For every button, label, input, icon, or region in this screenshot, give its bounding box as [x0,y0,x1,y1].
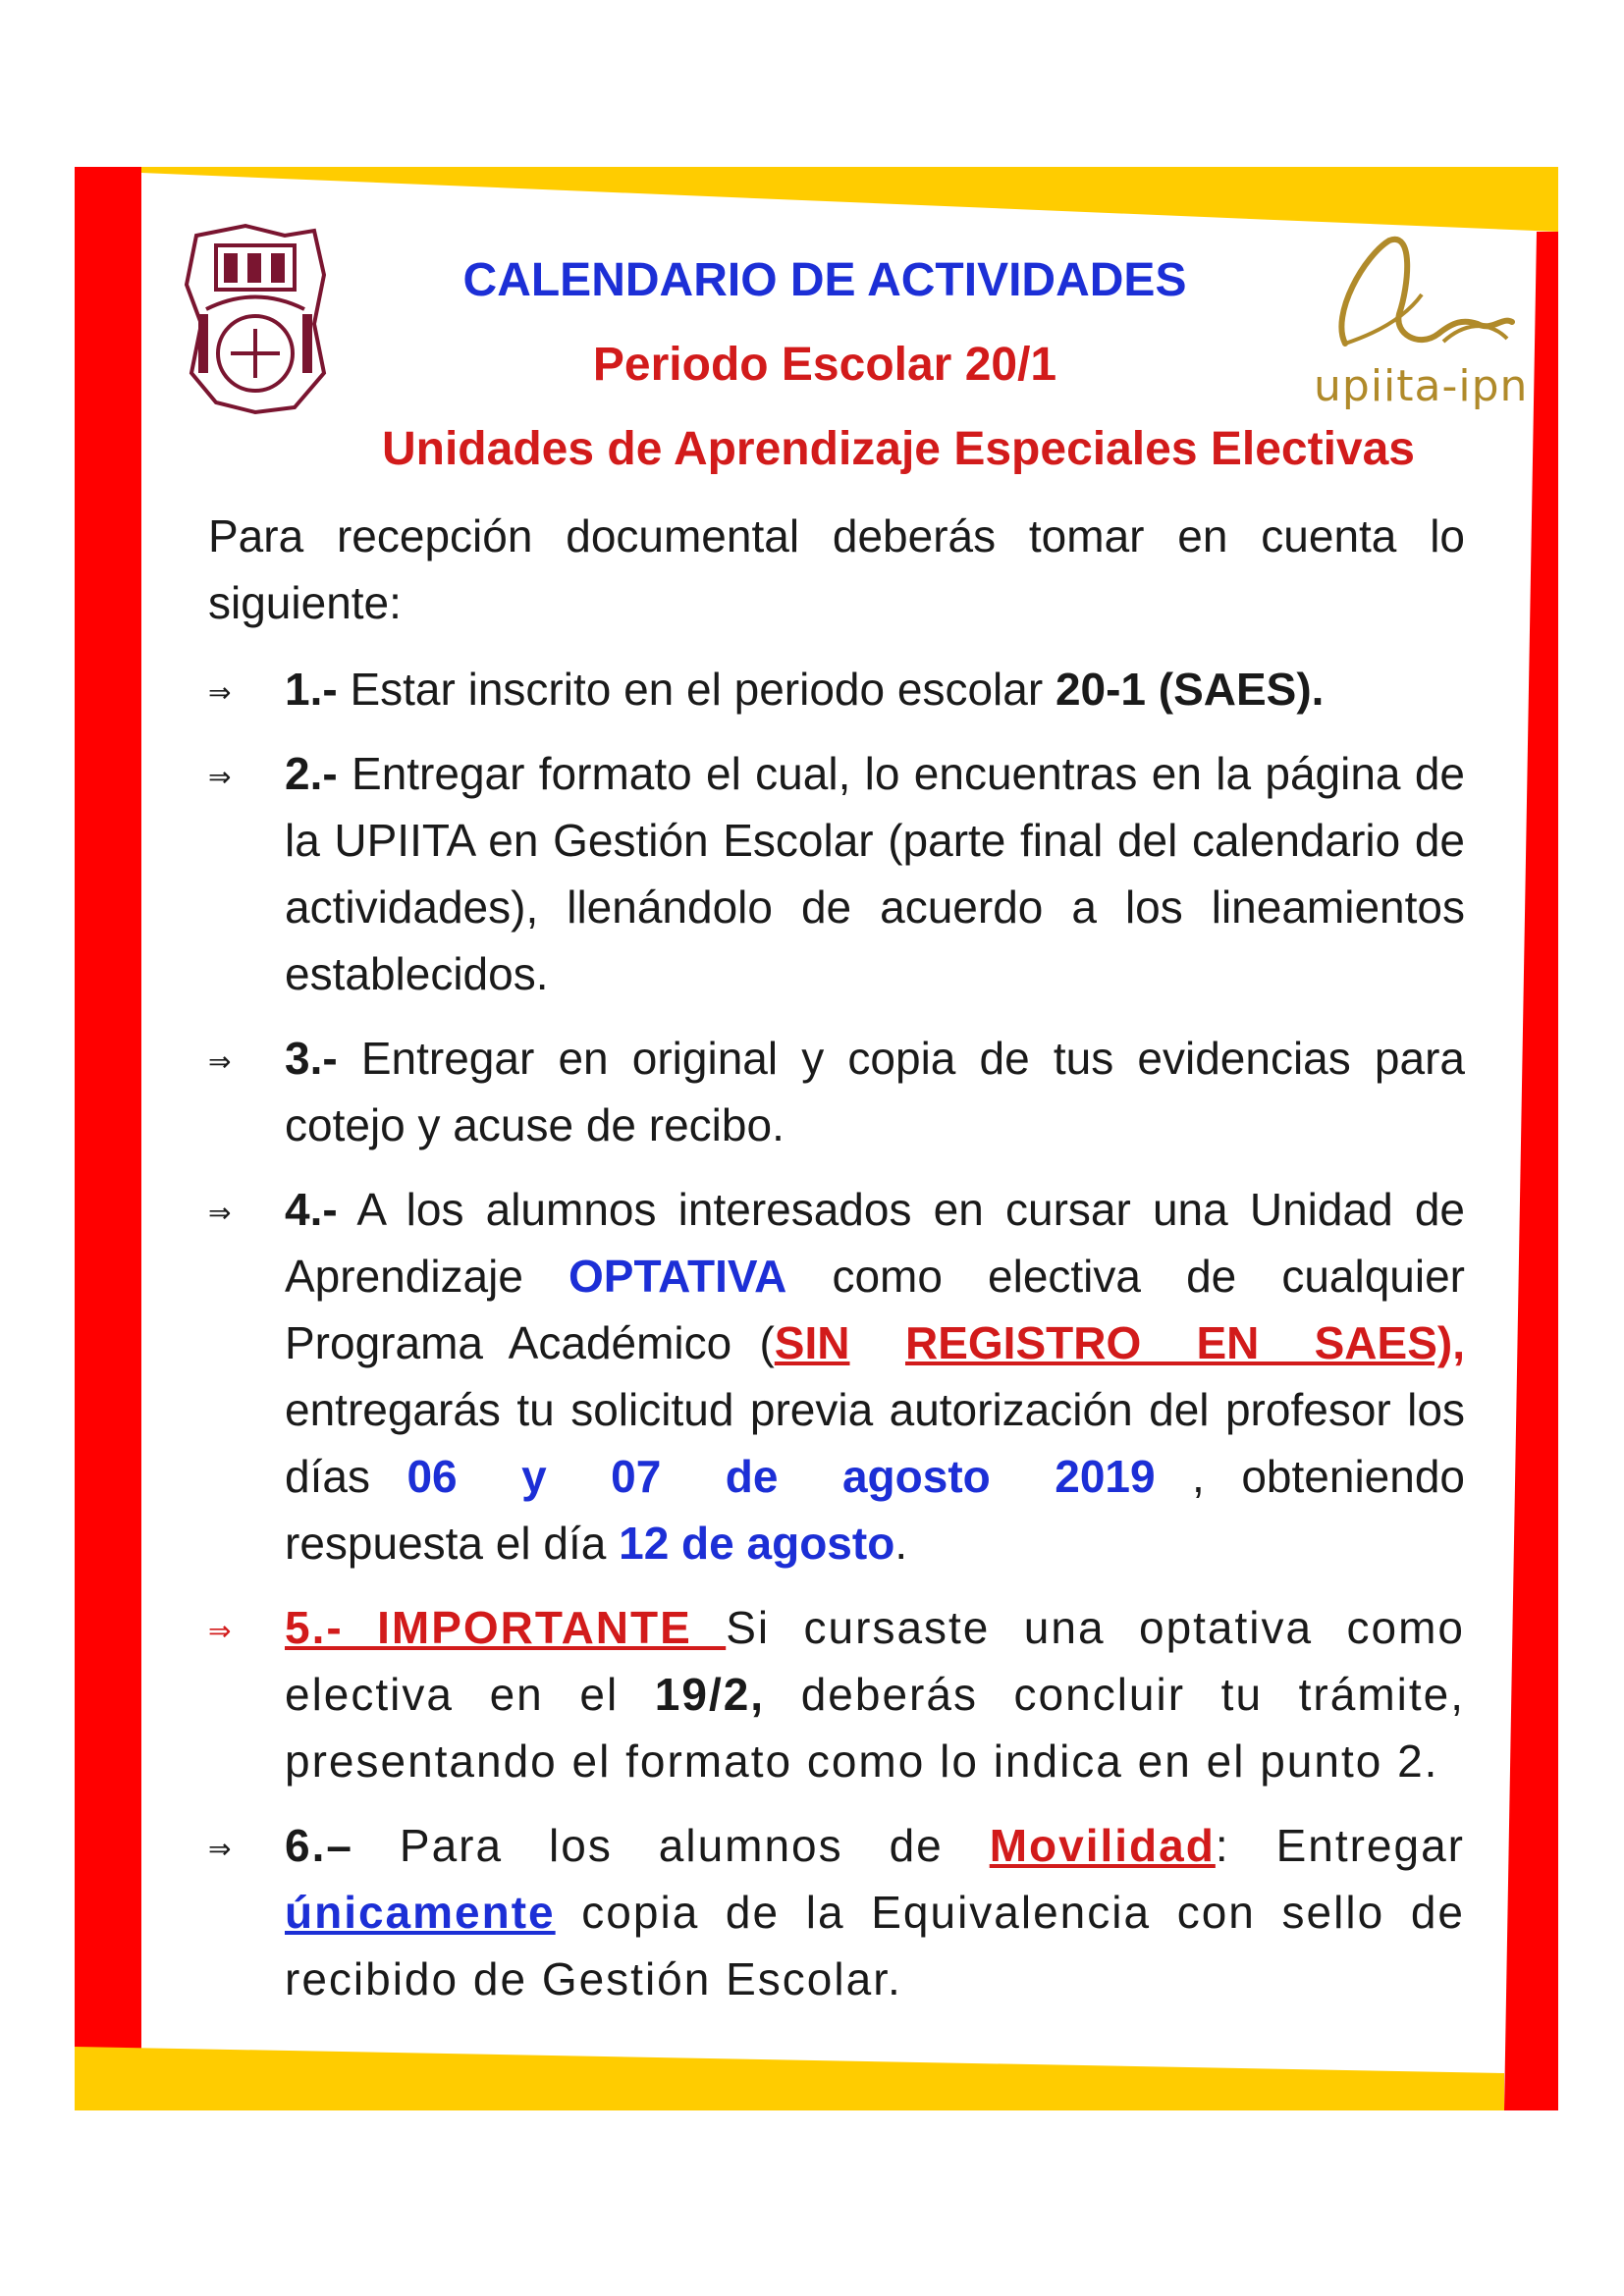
arrow-icon: ⇒ [208,1045,232,1078]
item-bold: 19/2, [654,1669,766,1720]
list-item-4 [208,1176,1465,1576]
list-item-1 [208,656,1465,722]
upiita-emblem-icon [1306,226,1561,363]
list-item-2 [208,740,1465,1007]
requirements-list [208,656,1465,2012]
item-text: entregarás tu solicitud previa autorización del profesor los días [285,1384,1465,1502]
right-red-bar [1504,232,1558,2110]
unicamente-highlight: únicamente [285,1887,556,1938]
upiita-logo-text: upiita-ipn [1314,361,1529,411]
top-yellow-bar [141,167,1558,232]
school-period: Periodo Escolar 20/1 [592,339,1057,391]
item-text: Entregar formato el cual, lo encuentras en la página de la UPIITA en Gestión Escolar (parte final del calendario de actividades), llenándolo de acuerdo a los lineamientos establecidos. [285,748,1465,999]
date-range: 06 y 07 de agosto 2019 [406,1451,1156,1502]
item-text: . [894,1518,908,1569]
item-number: 6.– [285,1820,353,1871]
item-text: Entregar en original y copia de tus evidencias para cotejo y acuse de recibo. [285,1033,1465,1150]
bottom-yellow-bar [75,2047,1504,2110]
item-text: Para los alumnos de [352,1820,990,1871]
arrow-icon: ⇒ [208,1833,234,1865]
sin-highlight: SIN [774,1317,850,1368]
item-number: 1.- [285,664,338,715]
item-text: A los alumnos interesados en cursar una Unidad de Aprendizaje [285,1184,1465,1302]
upiita-logo [1306,226,1561,412]
item-text: copia de la Equivalencia con sello de recibido de Gestión Escolar. [285,1887,1465,2004]
important-label: 5.- IMPORTANTE [285,1602,727,1653]
list-item-5 [208,1594,1465,1794]
item-text: como electiva de cualquier Programa Académico ( [285,1251,1465,1368]
optativa-highlight: OPTATIVA [568,1251,787,1302]
item-bold: 20-1 (SAES). [1055,664,1325,715]
item-text: Si cursaste una optativa como electiva en el [285,1602,1465,1720]
item-text: : Entregar [1215,1820,1466,1871]
intro-paragraph: Para recepción documental deberás tomar en cuenta lo siguiente: [208,510,1465,628]
item-number: 3.- [285,1033,338,1084]
arrow-icon: ⇒ [208,676,232,709]
list-item-3 [208,1025,1465,1158]
item-text: deberás concluir tu trámite, presentando el formato como lo indica en el punto 2. [285,1669,1466,1787]
response-date: 12 de agosto [619,1518,895,1569]
arrow-icon: ⇒ [208,1615,234,1647]
arrow-icon: ⇒ [208,761,232,793]
item-number: 2.- [285,748,338,799]
item-text: , obteniendo respuesta el día [285,1451,1465,1569]
list-item-6 [208,1812,1465,2012]
ipn-logo [177,216,334,417]
registro-saes-highlight: REGISTRO EN SAES), [904,1317,1465,1368]
left-red-bar [75,167,141,2110]
movilidad-highlight: Movilidad [989,1820,1216,1871]
arrow-icon: ⇒ [208,1197,232,1229]
page-title: CALENDARIO DE ACTIVIDADES [462,254,1187,306]
item-text: Estar inscrito en el periodo escolar [337,664,1056,715]
subtitle: Unidades de Aprendizaje Especiales Electivas [381,423,1415,475]
item-number: 4.- [285,1184,338,1235]
